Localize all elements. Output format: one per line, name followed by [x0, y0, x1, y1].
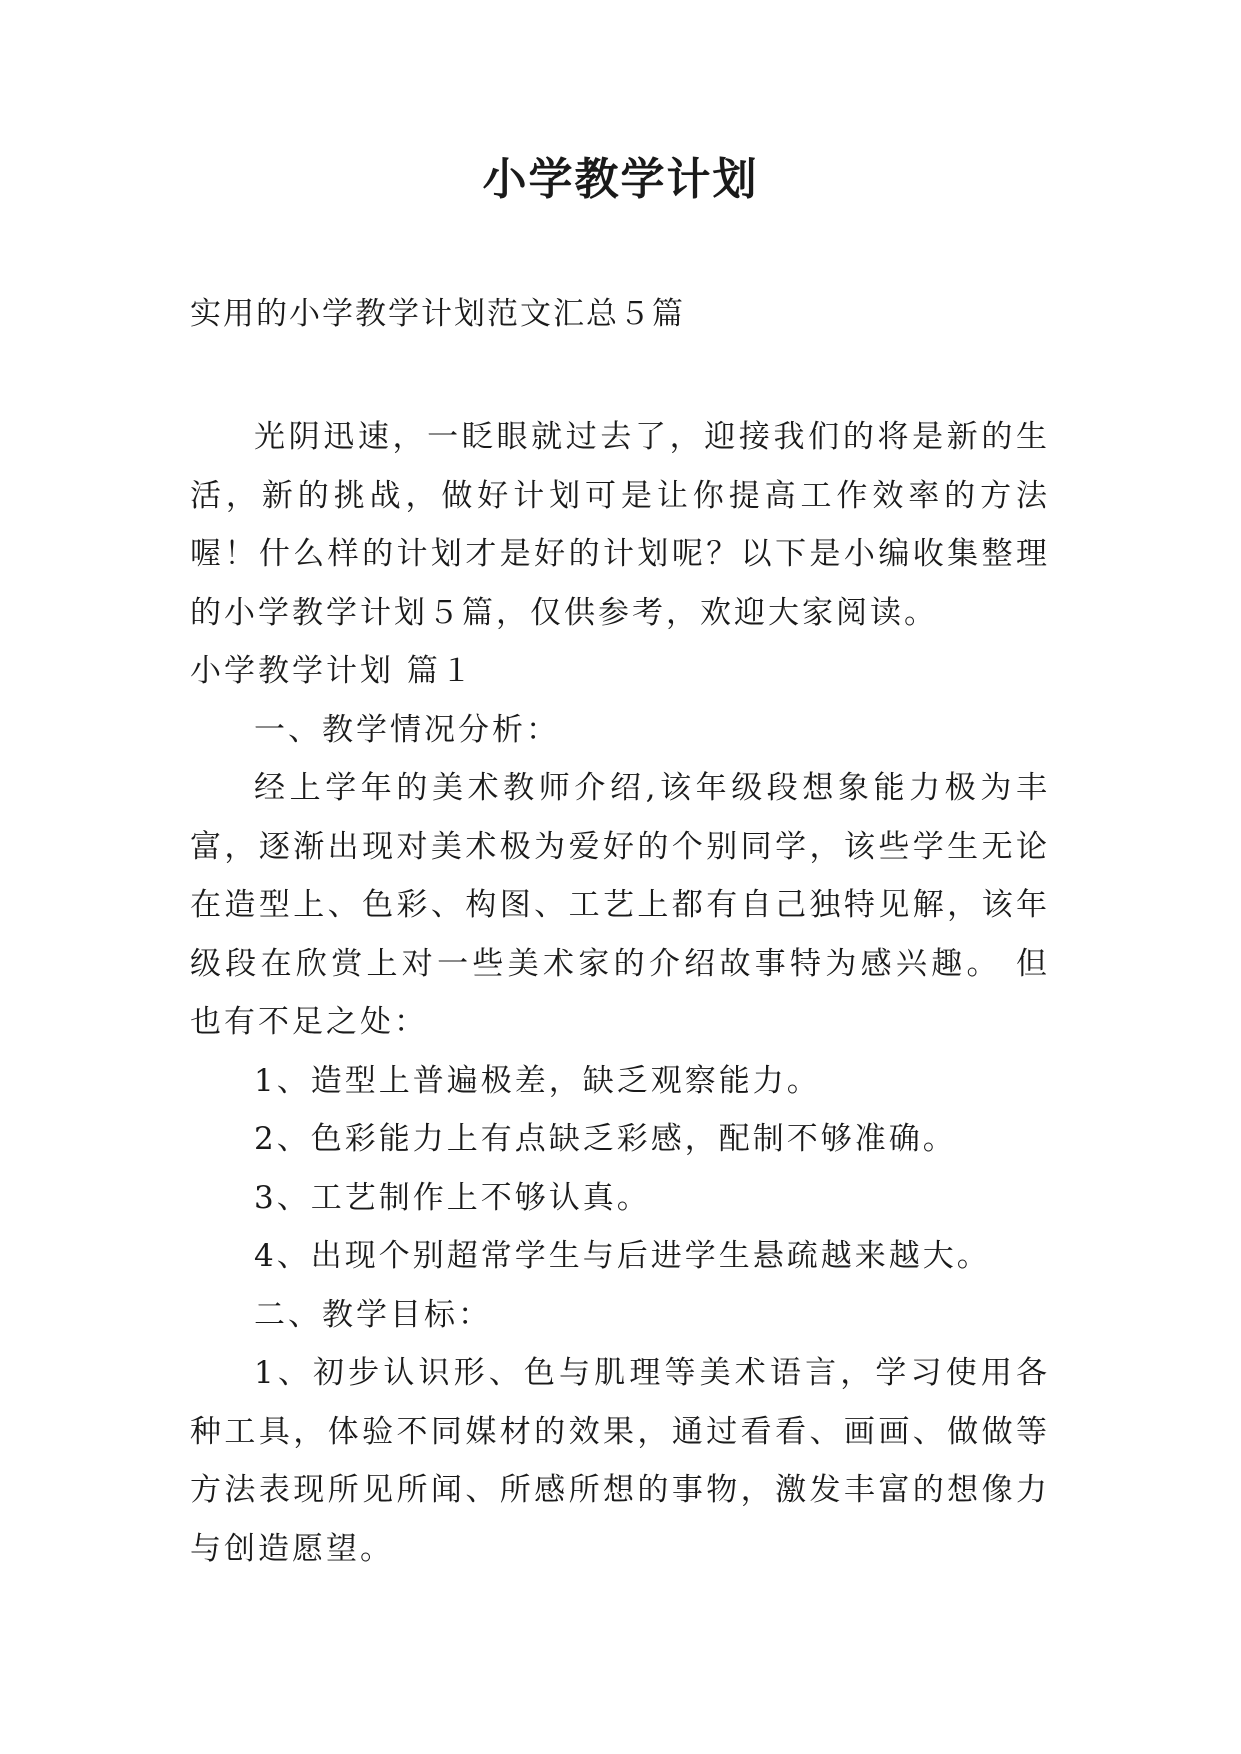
- section-heading: 小学教学计划 篇１: [190, 653, 475, 689]
- analysis-paragraph: 经上学年的美术教师介绍,该年级段想象能力极为丰富，逐渐出现对美术极为爱好的个别同学，该些学生无论在造型上、色彩、构图、工艺上都有自己独特见解，该年级段在欣赏上对一些美术家的介绍故事特为感兴趣。 但也有不足之处：: [190, 770, 1050, 1040]
- list-item: 4、出现个别超常学生与后进学生悬疏越来越大。: [254, 1238, 991, 1274]
- goal-paragraph: 1、初步认识形、色与肌理等美术语言，学习使用各种工具，体验不同媒材的效果，通过看看、画画、做做等方法表现所见所闻、所感所想的事物，激发丰富的想像力与创造愿望。: [190, 1355, 1050, 1567]
- document-subtitle: 实用的小学教学计划范文汇总５篇: [190, 296, 685, 332]
- list-item: 2、色彩能力上有点缺乏彩感，配制不够准确。: [254, 1121, 957, 1157]
- list-item: 3、工艺制作上不够认真。: [254, 1179, 651, 1216]
- subsection-heading: 二、教学目标：: [254, 1296, 492, 1333]
- list-item: 1、造型上普遍极差，缺乏观察能力。: [254, 1062, 821, 1099]
- intro-paragraph: 光阴迅速，一眨眼就过去了，迎接我们的将是新的生活，新的挑战，做好计划可是让你提高工作效率的方法喔！什么样的计划才是好的计划呢？以下是小编收集整理的小学教学计划５篇，仅供参考，欢迎大家阅读。: [190, 419, 1050, 631]
- document-body: [190, 408, 1050, 1578]
- document-title: 小学教学计划: [482, 154, 759, 205]
- subsection-heading: 一、教学情况分析：: [254, 711, 560, 748]
